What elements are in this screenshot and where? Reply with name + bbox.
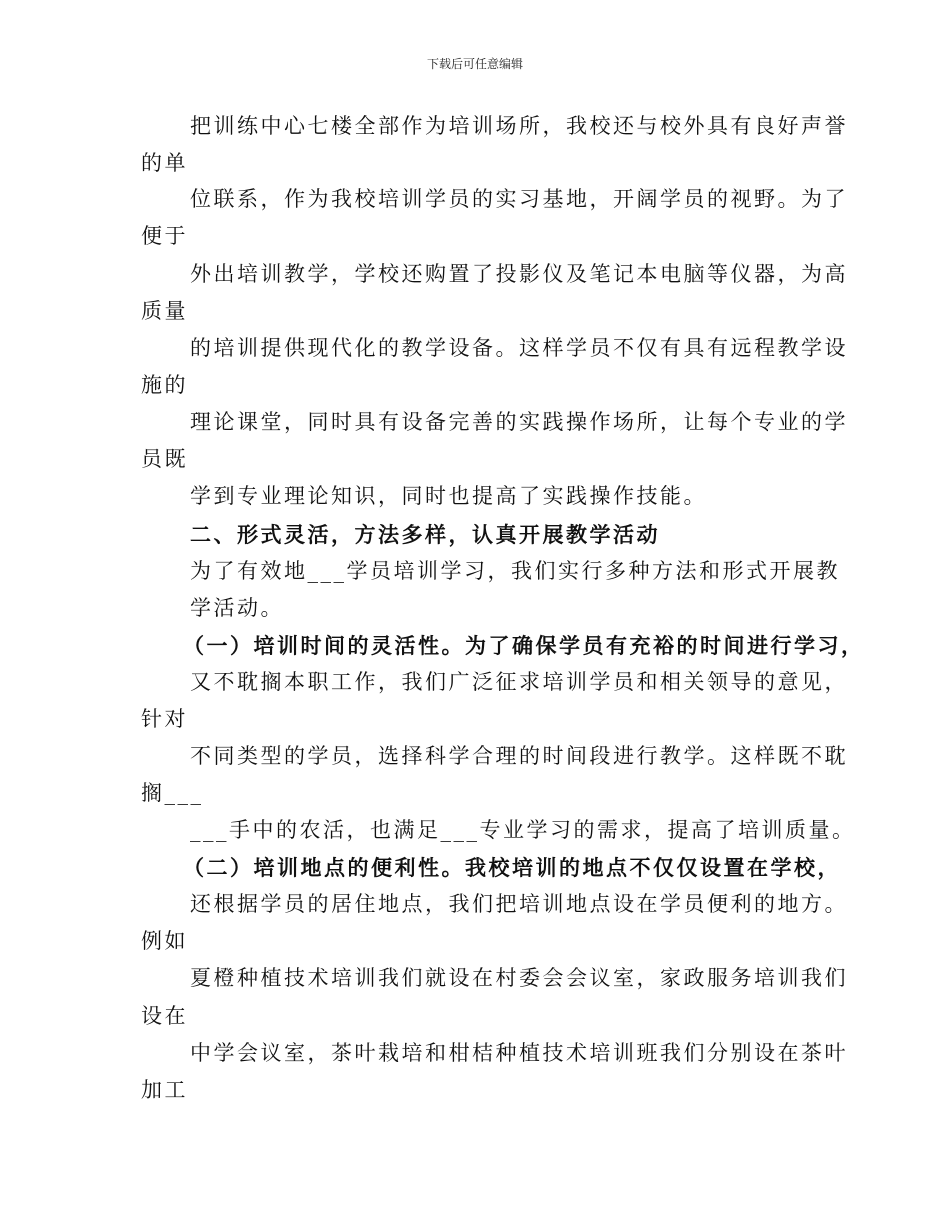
body-line: 又不耽搁本职工作，我们广泛征求培训学员和相关领导的意见， (190, 670, 848, 694)
section-heading: 二、形式灵活，方法多样，认真开展教学活动 (190, 522, 660, 547)
subsection-heading: （二）培训地点的便利性。我校培训的地点不仅仅设置在学校， (183, 855, 841, 880)
body-line: 质量 (141, 299, 188, 323)
body-line: 中学会议室，茶叶栽培和柑桔种植技术培训班我们分别设在茶叶 (190, 1041, 848, 1065)
body-line: 不同类型的学员，选择科学合理的时间段进行教学。这样既不耽 (190, 744, 848, 768)
body-line: 员既 (141, 447, 188, 471)
body-line: 的单 (141, 151, 188, 175)
body-line: 位联系，作为我校培训学员的实习基地，开阔学员的视野。为了 (190, 187, 848, 211)
page-header: 下载后可任意编辑 (426, 57, 523, 71)
body-line: 外出培训教学，学校还购置了投影仪及笔记本电脑等仪器，为高 (190, 262, 848, 286)
body-line: 搁___ (141, 781, 204, 805)
body-line: ___手中的农活，也满足___专业学习的需求，提高了培训质量。 (190, 818, 856, 842)
body-line: 的培训提供现代化的教学设备。这样学员不仅有具有远程教学设 (190, 336, 848, 360)
body-line: 针对 (141, 707, 188, 731)
body-line: 为了有效地___学员培训学习，我们实行多种方法和形式开展教 (190, 559, 840, 583)
body-line: 设在 (141, 1004, 188, 1028)
body-line: 例如 (141, 929, 188, 953)
body-line: 学到专业理论知识，同时也提高了实践操作技能。 (190, 484, 707, 508)
body-line: 学活动。 (190, 596, 284, 620)
body-line: 夏橙种植技术培训我们就设在村委会会议室，家政服务培训我们 (190, 966, 848, 990)
body-line: 把训练中心七楼全部作为培训场所，我校还与校外具有良好声誉 (190, 114, 848, 138)
body-line: 便于 (141, 224, 188, 248)
subsection-heading: （一）培训时间的灵活性。为了确保学员有充裕的时间进行学习， (183, 633, 865, 658)
body-line: 还根据学员的居住地点，我们把培训地点设在学员便利的地方。 (190, 892, 848, 916)
body-line: 加工 (141, 1078, 188, 1102)
body-line: 施的 (141, 373, 188, 397)
body-line: 理论课堂，同时具有设备完善的实践操作场所，让每个专业的学 (190, 410, 848, 434)
